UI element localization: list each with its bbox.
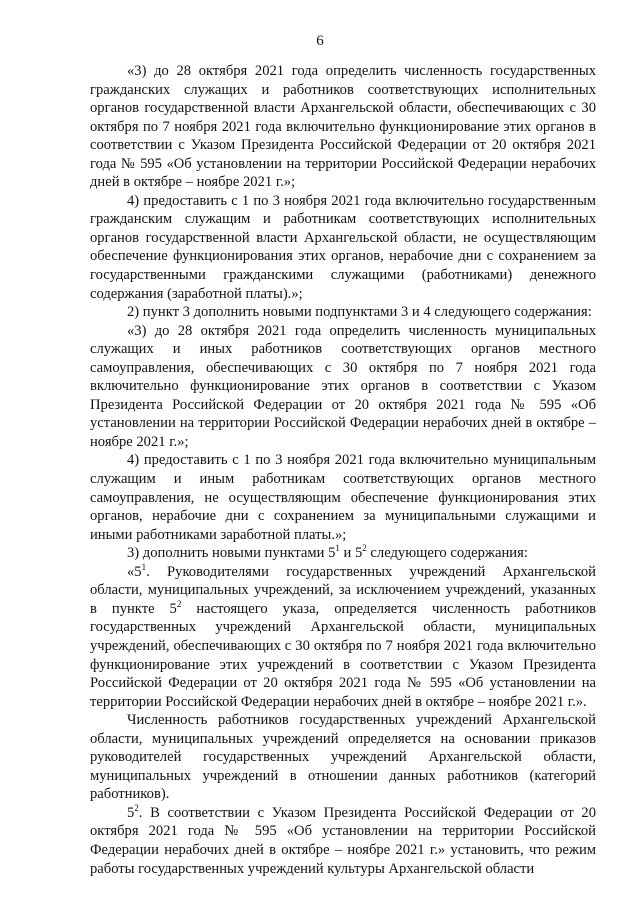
paragraph-p6 xyxy=(90,544,596,563)
paragraph-p5 xyxy=(90,451,596,544)
paragraph-text: «3) до 28 октября 2021 года определить численность муниципальных служащих и иных работников соответствующих органов местного самоуправления, обеспечивающих с 30 октября по 7 ноября 2021 года включительно функционирование этих органов в соответствии с Указом Президента Российской Федерации от 20 октября 2021 года № 595 «Об установлении на территории Российской Федерации нерабочих дней в октябре – ноябре 2021 г.»; xyxy=(90,322,596,450)
paragraph-text: . Руководителями государственных учреждений Архангельской области, муниципальных учреждений, за исключением учреждений, указанных в пункте 5 xyxy=(90,563,596,617)
paragraph-p2 xyxy=(90,192,596,303)
paragraph-text: следующего содержания: xyxy=(366,545,528,562)
paragraph-p7 xyxy=(90,563,596,711)
paragraph-text: . В соответствии с Указом Президента Российской Федерации от 20 октября 2021 года № 595 «Об установлении на территории Российской Федерации нерабочих дней в октябре – ноябре 2021 г.» установить, что режим работы государственных учреждений культуры Архангельской области xyxy=(90,804,596,877)
paragraph-text: «5 xyxy=(127,563,142,580)
paragraph-p4 xyxy=(90,322,596,452)
paragraph-text: «3) до 28 октября 2021 года определить численность государственных гражданских служащих и работников соответствующих исполнительных органов государственной власти Архангельской области, обеспечивающих с 30 октября по 7 ноября 2021 года включительно функционирование этих органов в соответствии с Указом Президента Российской Федерации от 20 октября 2021 года № 595 «Об установлении на территории Российской Федерации нерабочих дней в октябре – ноябре 2021 г.»; xyxy=(90,63,596,191)
paragraph-text: и 5 xyxy=(339,545,363,562)
superscript-index: 1 xyxy=(141,561,147,572)
paragraph-text: 4) предоставить с 1 по 3 ноября 2021 года включительно муниципальным служащим и иным работникам соответствующих органов местного самоуправления, не осуществляющим обеспечение функционирования этих органов, нерабочие дни с сохранением за муниципальными служащими и иными работниками заработной платы.»; xyxy=(90,452,596,543)
paragraph-p3 xyxy=(90,303,596,322)
document-body xyxy=(90,62,596,878)
paragraph-p1 xyxy=(90,62,596,192)
paragraph-text: 4) предоставить с 1 по 3 ноября 2021 года включительно государственным гражданским служащим и работникам соответствующих исполнительных органов государственной власти Архангельской области, не осуществляющим обеспечение функционирования этих органов, нерабочие дни с сохранением за государственными гражданскими служащими (работниками) денежного содержания (заработной платы).»; xyxy=(90,192,596,302)
paragraph-p9 xyxy=(90,804,596,878)
superscript-index: 2 xyxy=(176,599,182,609)
paragraph-text: Численность работников государственных учреждений Архангельской области, муниципальных учреждений определяется на основании приказов руководителей государственных учреждений Архангельской области, муниципальных учреждений в отношении данных работников (категорий работников). xyxy=(90,712,596,803)
paragraph-text: настоящего указа, определяется численность работников государственных учреждений Архангельской области, муниципальных учреждений, обеспечивающих с 30 октября по 7 ноября 2021 года включительно функционирование этих учреждений в соответствии с Указом Президента Российской Федерации от 20 октября 2021 года № 595 «Об установлении на территории Российской Федерации нерабочих дней в октябре – ноябре 2021 г.». xyxy=(90,600,597,710)
superscript-index: 1 xyxy=(335,543,340,554)
page-number: 6 xyxy=(316,33,324,49)
paragraph-text: 5 xyxy=(127,804,135,821)
paragraph-text: 3) дополнить новыми пунктами 5 xyxy=(127,545,336,562)
paragraph-p8 xyxy=(90,711,596,804)
superscript-index: 2 xyxy=(362,543,367,554)
superscript-index: 2 xyxy=(134,803,139,814)
paragraph-text: 2) пункт 3 дополнить новыми подпунктами 3 и 4 следующего содержания: xyxy=(127,304,592,321)
